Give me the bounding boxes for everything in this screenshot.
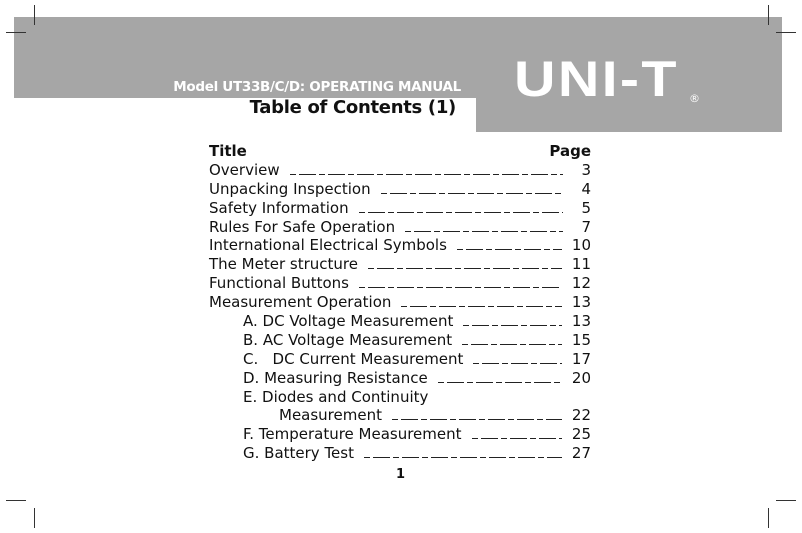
- crop-mark: [776, 32, 796, 33]
- toc-entry-label: Safety Information: [209, 198, 349, 217]
- toc-entry-page: 17: [571, 349, 591, 368]
- toc-entry[interactable]: [209, 331, 591, 350]
- toc-entry-label: Functional Buttons: [209, 274, 349, 293]
- toc-entry-page: 25: [571, 425, 591, 444]
- toc-entry-page: 12: [571, 274, 591, 293]
- toc-entry-label: Measurement Operation: [209, 293, 392, 312]
- toc-entry-label: International Electrical Symbols: [209, 236, 447, 255]
- toc-entry[interactable]: [209, 388, 591, 407]
- manual-model: Model UT33B/C/D: OPERATING MANUAL: [173, 79, 461, 95]
- toc-entry[interactable]: [209, 180, 591, 199]
- toc-entry-label: Measurement: [279, 406, 382, 425]
- toc-entry-label: Unpacking Inspection: [209, 179, 371, 198]
- page-number: 1: [396, 467, 406, 482]
- crop-mark: [6, 32, 26, 33]
- leader-line: [472, 438, 562, 439]
- toc-entry[interactable]: [209, 274, 591, 293]
- leader-line: [438, 382, 562, 383]
- toc-entry-label: A. DC Voltage Measurement: [243, 312, 454, 331]
- title-column-header: Title: [209, 142, 247, 160]
- toc-entry-page: 11: [571, 255, 591, 274]
- toc-entry-label: C. DC Current Measurement: [243, 349, 464, 368]
- leader-line: [381, 193, 563, 194]
- toc-entry-label: Rules For Safe Operation: [209, 217, 396, 236]
- crop-mark: [768, 508, 769, 528]
- toc-entry-page: 5: [581, 198, 591, 217]
- leader-line: [368, 268, 562, 269]
- toc-entry-page: 15: [571, 330, 591, 349]
- brand-logo: UNI-T: [514, 51, 679, 107]
- toc-entry-page: 27: [571, 444, 591, 463]
- toc-entry-page: 4: [581, 179, 591, 198]
- toc-entry[interactable]: [209, 218, 591, 237]
- registered-mark: ®: [689, 92, 700, 105]
- leader-line: [359, 212, 563, 213]
- crop-mark: [776, 500, 796, 501]
- toc-entry-label: F. Temperature Measurement: [243, 425, 462, 444]
- toc-entry[interactable]: [209, 406, 591, 425]
- leader-line: [473, 363, 561, 364]
- toc-entry[interactable]: [209, 350, 591, 369]
- toc-entry[interactable]: [209, 236, 591, 255]
- toc-header: [209, 142, 591, 161]
- toc-entry-page: 13: [571, 312, 591, 331]
- toc-entry[interactable]: [209, 255, 591, 274]
- page-column-header: Page: [549, 142, 591, 160]
- toc-entry-page: 22: [571, 406, 591, 425]
- toc-entry[interactable]: [209, 312, 591, 331]
- crop-mark: [6, 500, 26, 501]
- toc-entry-page: 13: [571, 293, 591, 312]
- toc-entry[interactable]: [209, 444, 591, 463]
- toc-entry[interactable]: [209, 425, 591, 444]
- leader-line: [405, 231, 563, 232]
- leader-line: [462, 344, 562, 345]
- toc-entry[interactable]: [209, 369, 591, 388]
- leader-line: [392, 419, 562, 420]
- leader-line: [457, 249, 562, 250]
- toc-entry[interactable]: [209, 161, 591, 180]
- toc-entry[interactable]: [209, 293, 591, 312]
- toc-entry-label: B. AC Voltage Measurement: [243, 330, 453, 349]
- toc-entry-page: 20: [571, 368, 591, 387]
- toc-entry-label: D. Measuring Resistance: [243, 368, 428, 387]
- toc-entry-page: 10: [571, 236, 591, 255]
- toc-entry-page: 7: [581, 217, 591, 236]
- page-title: Table of Contents (1): [249, 97, 456, 118]
- crop-mark: [34, 508, 35, 528]
- crop-mark: [34, 5, 35, 25]
- toc-entry-label: G. Battery Test: [243, 444, 354, 463]
- toc-entry[interactable]: [209, 199, 591, 218]
- toc-entry-page: 3: [581, 160, 591, 179]
- leader-line: [463, 325, 562, 326]
- toc-entry-label: E. Diodes and Continuity: [243, 387, 429, 406]
- crop-mark: [768, 5, 769, 25]
- toc-list: [209, 142, 591, 463]
- leader-line: [290, 174, 563, 175]
- toc-entry-label: The Meter structure: [209, 255, 358, 274]
- leader-line: [401, 306, 562, 307]
- leader-line: [364, 457, 562, 458]
- leader-line: [359, 287, 562, 288]
- toc-entry-label: Overview: [209, 160, 280, 179]
